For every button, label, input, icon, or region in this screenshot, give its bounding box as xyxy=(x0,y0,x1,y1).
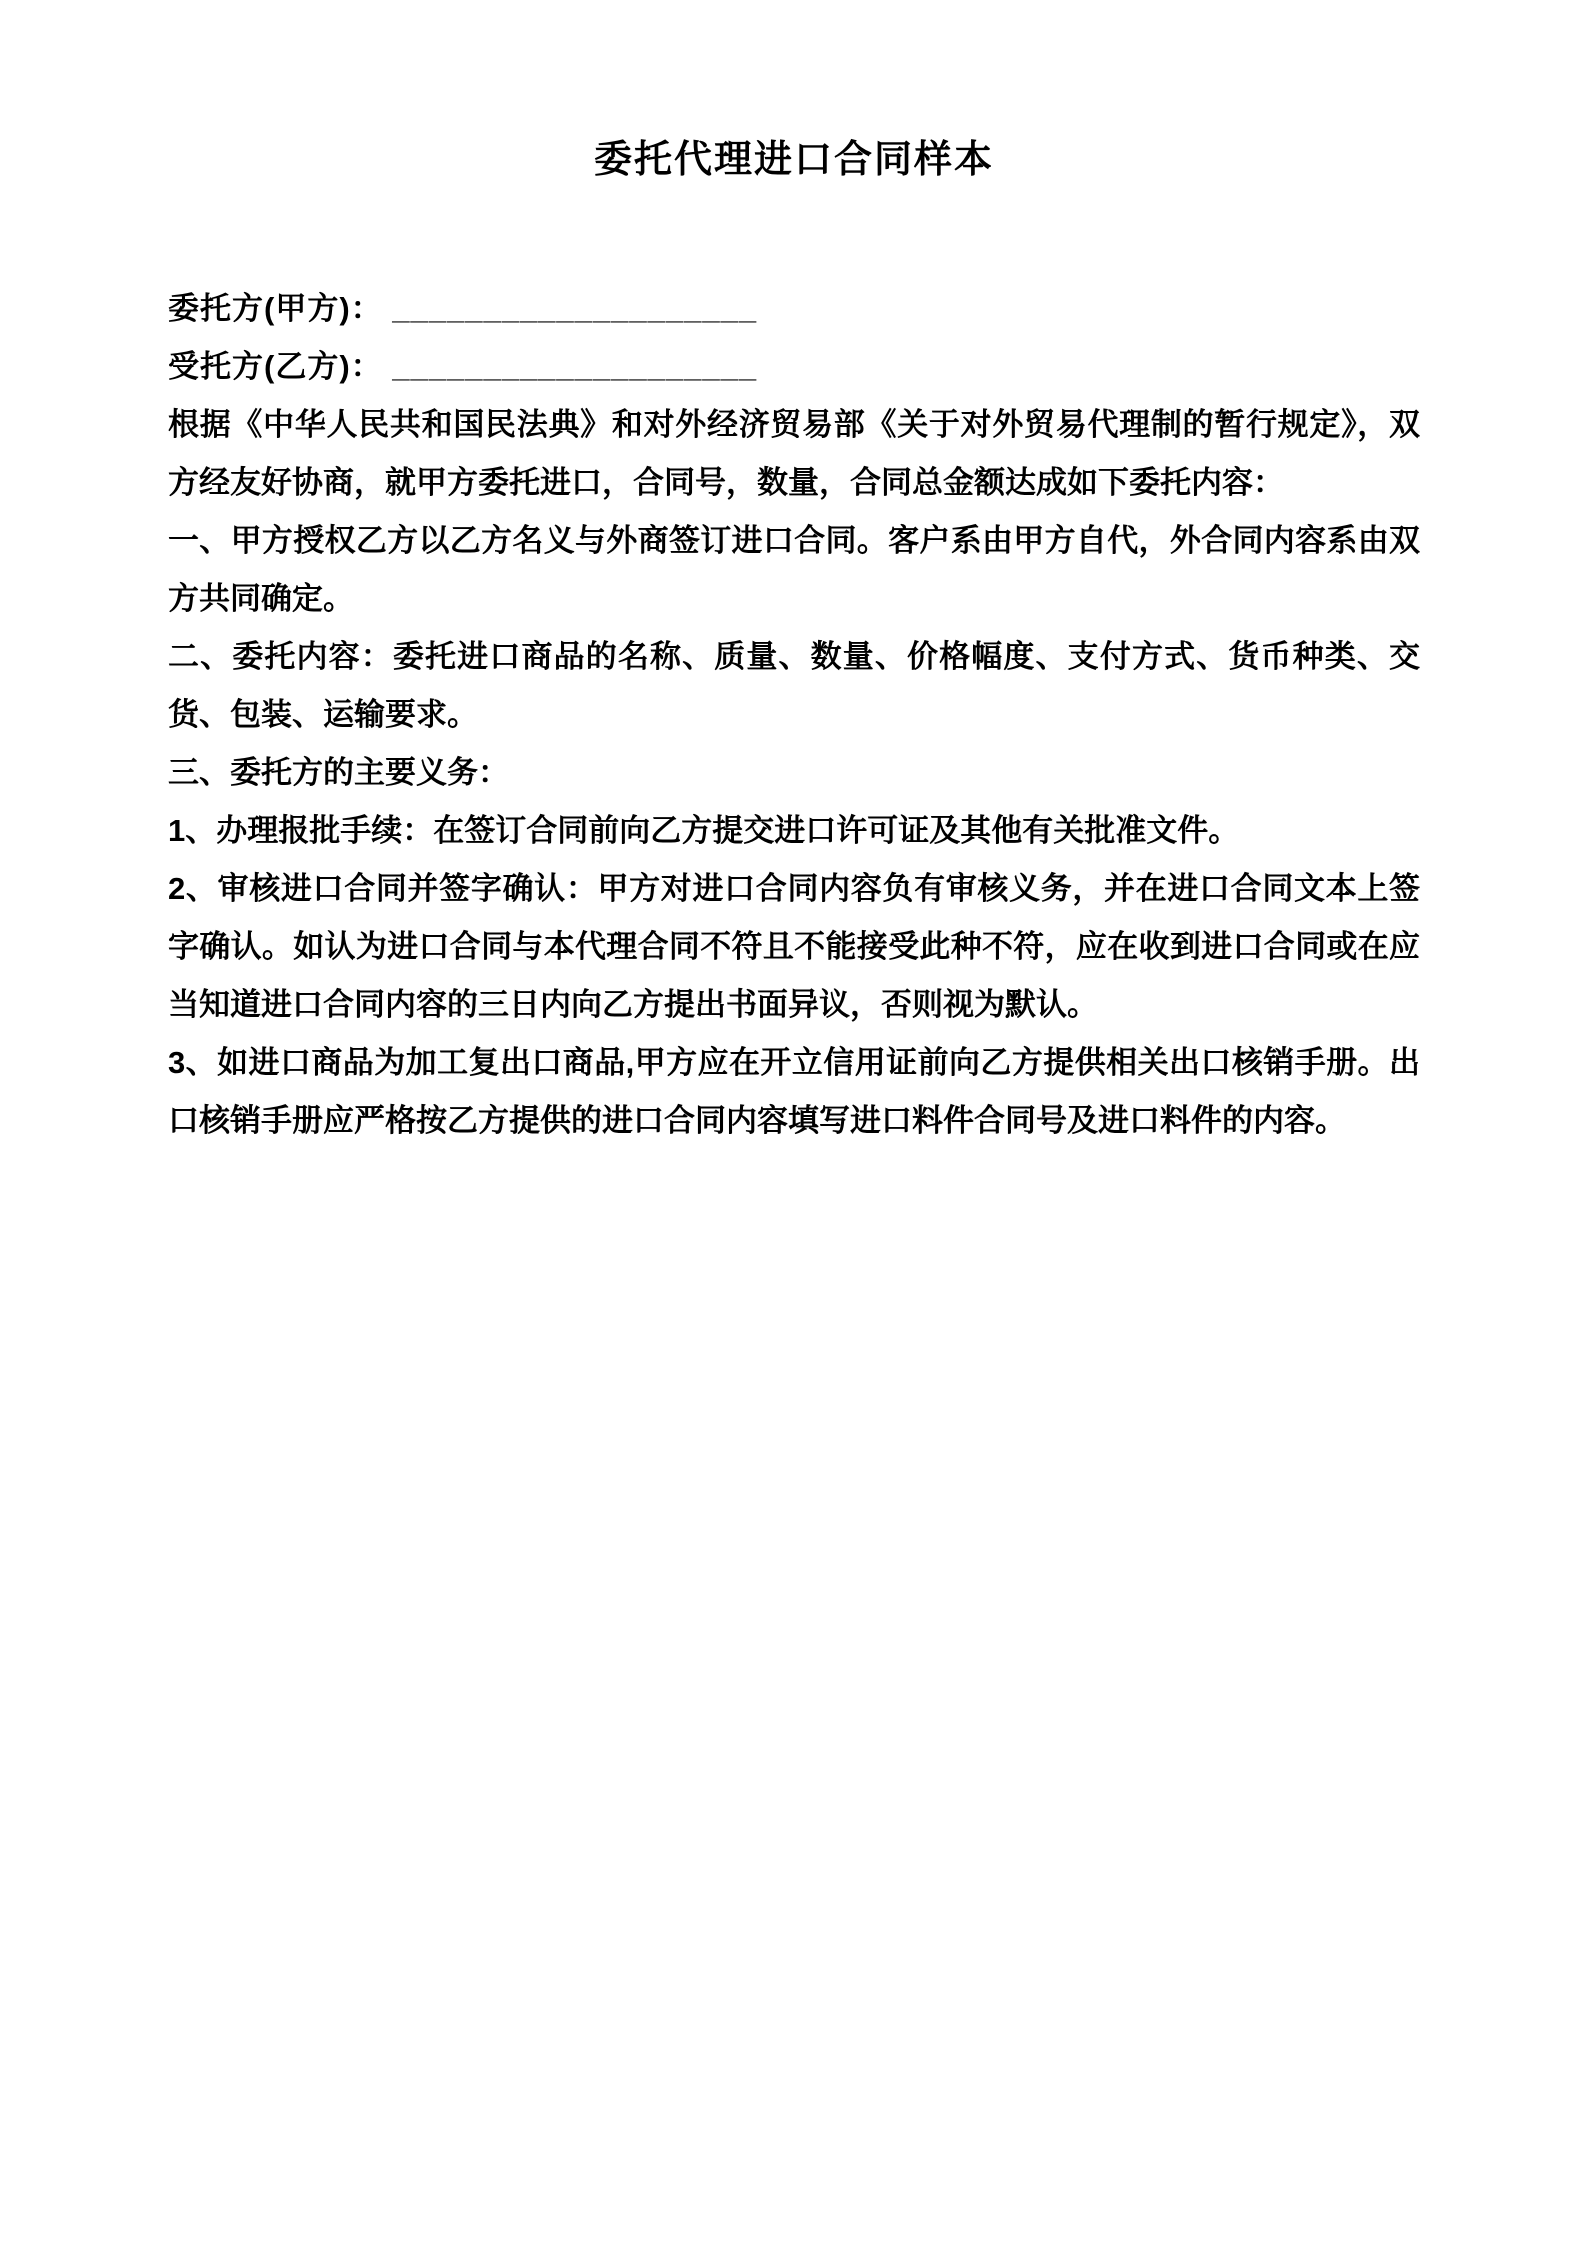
document-body xyxy=(168,280,1420,1150)
clause-3-item-2: 2、审核进口合同并签字确认：甲方对进口合同内容负有审核义务，并在进口合同文本上签字确认。如认为进口合同与本代理合同不符且不能接受此种不符，应在收到进口合同或在应当知道进口合同内容的三日内向乙方提出书面异议，否则视为默认。 xyxy=(168,870,1420,1022)
clause-2: 二、委托内容：委托进口商品的名称、质量、数量、价格幅度、支付方式、货币种类、交货、包装、运输要求。 xyxy=(168,638,1420,732)
clause-3-heading: 三、委托方的主要义务： xyxy=(168,754,509,790)
paragraph-party-b-blank: 受托方(乙方)： ____________________ xyxy=(168,348,758,384)
clause-1: 一、甲方授权乙方以乙方名义与外商签订进口合同。客户系由甲方自代，外合同内容系由双方共同确定。 xyxy=(168,522,1420,616)
document-title: 委托代理进口合同样本 xyxy=(593,139,994,181)
clause-3-item-3: 3、如进口商品为加工复出口商品,甲方应在开立信用证前向乙方提供相关出口核销手册。出口核销手册应严格按乙方提供的进口合同内容填写进口料件合同号及进口料件的内容。 xyxy=(168,1044,1420,1138)
clause-3-item-1: 1、办理报批手续：在签订合同前向乙方提交进口许可证及其他有关批准文件。 xyxy=(168,812,1240,848)
paragraph-preamble: 根据《中华人民共和国民法典》和对外经济贸易部《关于对外贸易代理制的暂行规定》，双方经友好协商，就甲方委托进口，合同号，数量，合同总金额达成如下委托内容： xyxy=(168,406,1420,500)
paragraph-party-a-blank: 委托方(甲方)： ____________________ xyxy=(168,290,758,326)
